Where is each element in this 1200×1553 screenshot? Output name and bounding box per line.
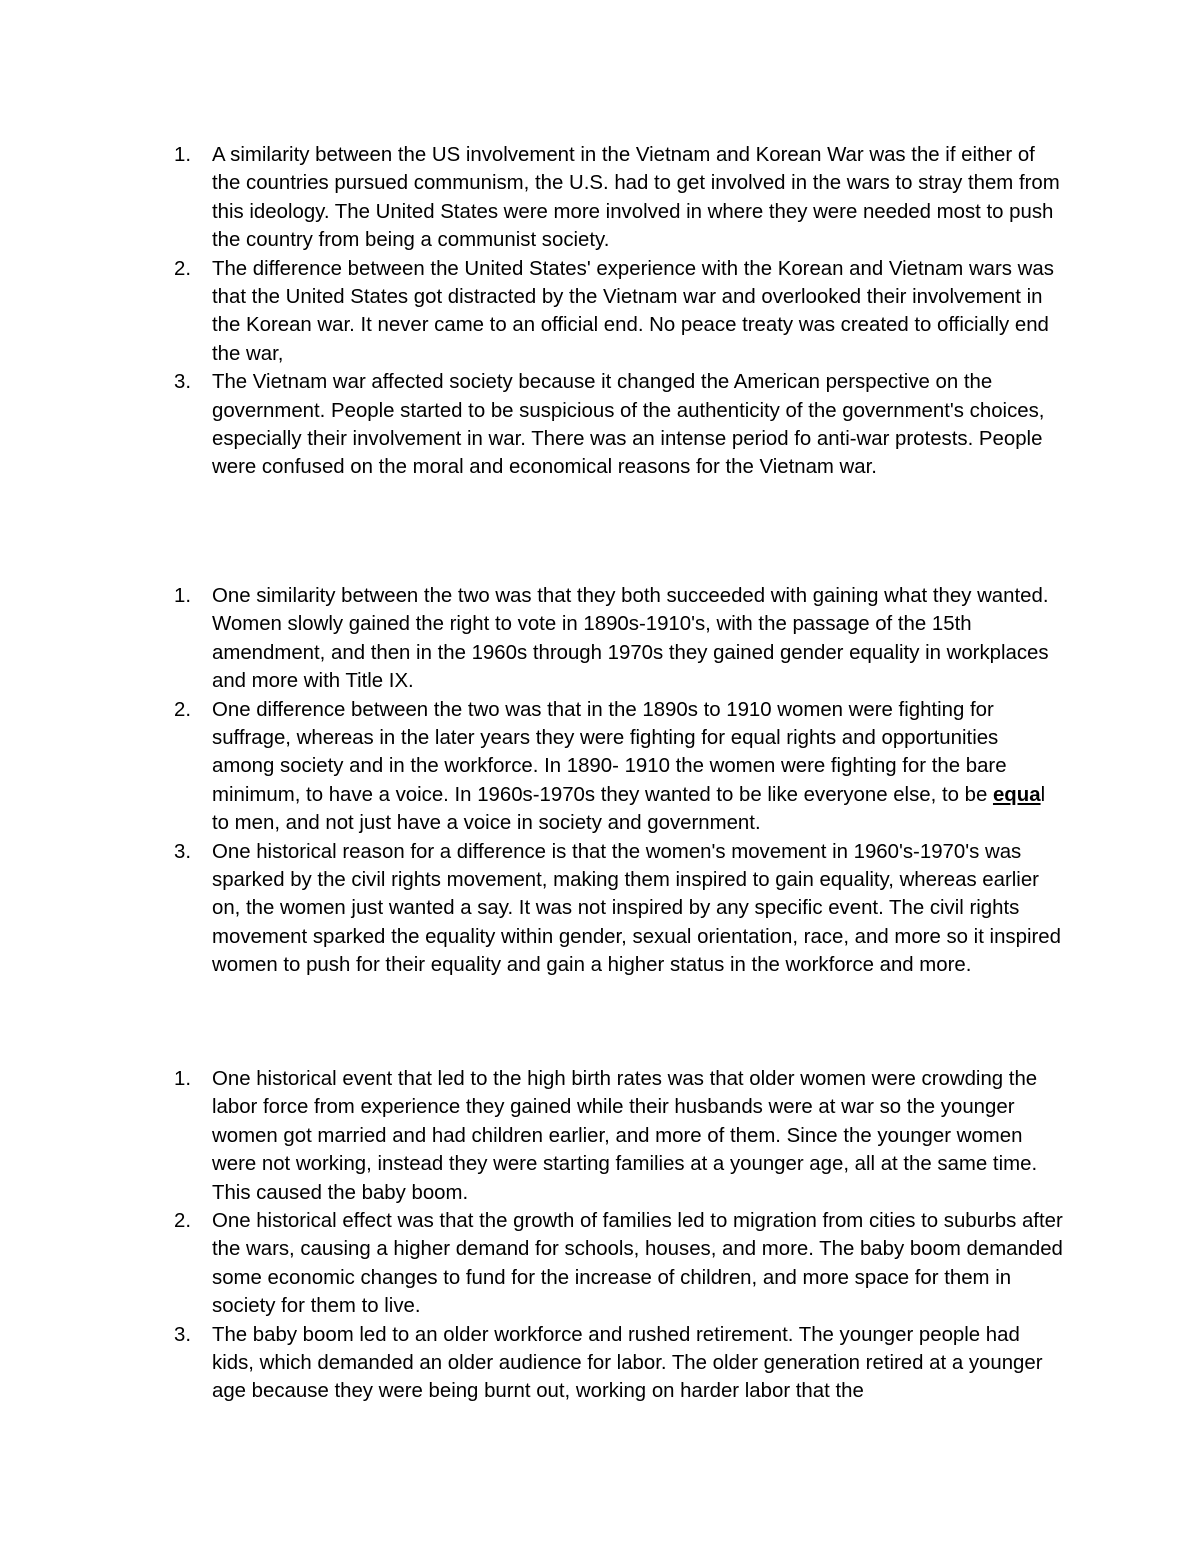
item-number: 2.	[174, 1210, 192, 1233]
list-item	[0, 1321, 1200, 1406]
list-item	[0, 1207, 1200, 1321]
item-number: 3.	[174, 1323, 192, 1346]
question-list-vietnam-korea	[0, 141, 1200, 482]
item-number: 1.	[174, 1068, 192, 1090]
item-text: The difference between the United States' experience with the Korean and Vietnam wars was that the United States got distracted by the Vietnam war and overlooked their involvement in the Korean war. It never came to an official end. No peace treaty was created to officially end the war,	[212, 257, 1054, 365]
item-text-container	[212, 696, 1065, 838]
list-item	[0, 255, 1200, 369]
item-text-after: l to men, and not just have a voice in society and government.	[212, 783, 1046, 835]
item-text: A similarity between the US involvement in the Vietnam and Korean War was the if either of the countries pursued communism, the U.S. had to get involved in the wars to stray them from this ideology. The United States were more involved in where they were needed most to push the country from being a communist society.	[212, 144, 1060, 252]
question-list-womens-movement	[0, 582, 1200, 980]
item-number: 3.	[174, 371, 192, 394]
list-item	[0, 368, 1200, 482]
item-text: The baby boom led to an older workforce and rushed retirement. The younger people had kids, which demanded an older audience for labor. The older generation retired at a younger age because they were being burnt out, working on harder labor that the	[212, 1323, 1043, 1403]
item-number: 1.	[174, 144, 192, 166]
item-text: One historical effect was that the growth of families led to migration from cities to suburbs after the wars, causing a higher demand for schools, houses, and more. The baby boom demanded some economic changes to fund for the increase of children, and more space for them in society for them to live.	[212, 1210, 1063, 1318]
item-number: 1.	[174, 585, 192, 607]
item-number: 2.	[174, 698, 192, 721]
item-text-emphasis: equa	[992, 783, 1041, 806]
item-number: 2.	[174, 257, 192, 280]
list-item	[0, 141, 1200, 255]
list-item	[0, 1065, 1200, 1207]
item-text: One similarity between the two was that they both succeeded with gaining what they wanted. Women slowly gained the right to vote in 1890s-1910's, with the passage of the 15th amendment, and then in the 1960s through 1970s they gained gender equality in workplaces and more with Title IX.	[212, 585, 1049, 693]
list-item	[0, 696, 1200, 838]
item-text-before: One difference between the two was that in the 1890s to 1910 women were fighting for suffrage, whereas in the later years they were fighting for equal rights and opportunities among society and in the workforce. In 1890- 1910 the women were fighting for the bare minimum, to have a voice. In 1960s-1970s they wanted to be like everyone else, to be	[212, 698, 1007, 806]
item-text: One historical reason for a difference is that the women's movement in 1960's-1970's was sparked by the civil rights movement, making them inspired to gain equality, whereas earlier on, the women just wanted a say. It was not inspired by any specific event. The civil rights movement sparked the equality within gender, sexual orientation, race, and more so it inspired women to push for their equality and gain a higher status in the workforce and more.	[212, 840, 1061, 977]
item-number: 3.	[174, 840, 192, 863]
list-item	[0, 582, 1200, 696]
list-item	[0, 838, 1200, 980]
question-list-baby-boom	[0, 1065, 1200, 1406]
item-text: The Vietnam war affected society because it changed the American perspective on the government. People started to be suspicious of the authenticity of the government's choices, especially their involvement in war. There was an intense period fo anti-war protests. People were confused on the moral and economical reasons for the Vietnam war.	[212, 371, 1045, 479]
item-text: One historical event that led to the high birth rates was that older women were crowding the labor force from experience they gained while their husbands were at war so the younger women got married and had children earlier, and more of them. Since the younger women were not working, instead they were starting families at a younger age, all at the same time. This caused the baby boom.	[212, 1068, 1038, 1204]
